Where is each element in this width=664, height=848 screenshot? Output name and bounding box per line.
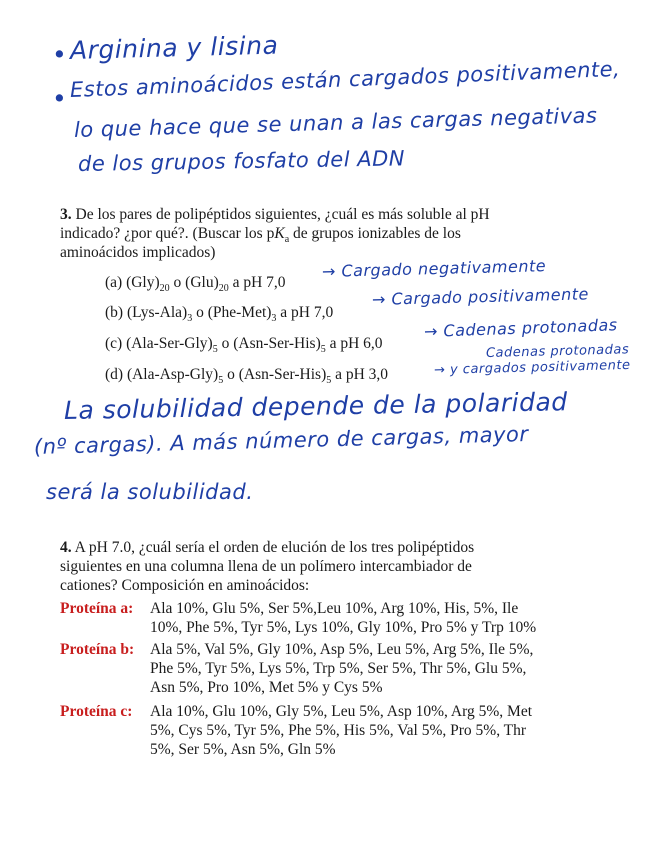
handwritten-answer-c: → Cadenas protonadas: [423, 315, 618, 341]
subscript: 5: [212, 344, 218, 356]
question-text: De los pares de polipéptidos siguientes, ¿cuál es más soluble al pH: [75, 206, 490, 223]
pair-item-a: [105, 273, 286, 295]
protein-c-label: Proteína c:: [60, 703, 133, 720]
protein-b-composition: Asn 5%, Pro 10%, Met 5% y Cys 5%: [150, 679, 383, 696]
subscript: 20: [159, 283, 170, 295]
protein-a-composition: Ala 10%, Glu 5%, Ser 5%,Leu 10%, Arg 10%, His, 5%, Ile: [150, 600, 519, 617]
protein-b-composition: Ala 5%, Val 5%, Gly 10%, Asp 5%, Leu 5%, Arg 5%, Ile 5%,: [150, 641, 534, 658]
protein-b-label: Proteína b:: [60, 641, 135, 658]
note-line: será la solubilidad.: [46, 480, 254, 504]
ph-value: a pH 7,0: [276, 304, 334, 321]
ph-value: a pH 3,0: [331, 366, 389, 383]
note-line: Arginina y lisina: [69, 30, 279, 65]
protein-c-composition: 5%, Cys 5%, Tyr 5%, Phe 5%, His 5%, Val 5%, Pro 5%, Thr: [150, 722, 527, 739]
peptide: (Gly): [126, 274, 160, 291]
handwritten-answer-d2: → y cargados positivamente: [433, 357, 631, 378]
peptide: o (Asn-Ser-His): [217, 335, 321, 352]
protein-c-composition: 5%, Ser 5%, Asn 5%, Gln 5%: [150, 741, 336, 758]
question-text: A pH 7.0, ¿cuál sería el orden de elución de los tres polipéptidos: [74, 539, 475, 556]
subscript: 5: [320, 344, 326, 356]
question-text: indicado? ¿por qué?. (Buscar los p: [60, 225, 275, 242]
note-line: (nº cargas). A más número de cargas, mayor: [33, 422, 529, 459]
peptide: (Ala-Ser-Gly): [126, 335, 213, 352]
peptide: o (Glu): [169, 274, 219, 291]
question-3-line: [60, 205, 490, 224]
handwritten-answer-a: → Cargado negativamente: [321, 256, 547, 281]
bullet-icon: •: [52, 40, 68, 69]
pk-symbol: K: [274, 225, 285, 242]
protein-a-label: Proteína a:: [60, 600, 134, 617]
pk-subscript: a: [284, 234, 290, 246]
note-line: Estos aminoácidos están cargados positivamente,: [69, 56, 621, 102]
question-4-line: [60, 538, 474, 557]
handwritten-answer-d1: Cadenas protonadas: [485, 342, 630, 361]
peptide: (Ala-Asp-Gly): [126, 366, 219, 383]
note-line: La solubilidad depende de la polaridad: [63, 387, 568, 425]
item-label: (a): [105, 274, 123, 291]
item-label: (d): [105, 366, 124, 383]
question-4-line: siguientes en una columna llena de un polímero intercambiador de: [60, 558, 472, 575]
question-4-line: cationes? Composición en aminoácidos:: [60, 577, 310, 594]
subscript: 3: [187, 313, 193, 325]
protein-b-composition: Phe 5%, Tyr 5%, Lys 5%, Trp 5%, Ser 5%, Thr 5%, Glu 5%,: [150, 660, 527, 677]
pair-item-c: [105, 334, 383, 356]
question-text: de grupos ionizables de los: [289, 225, 461, 242]
protein-c-composition: Ala 10%, Glu 10%, Gly 5%, Leu 5%, Asp 10%, Arg 5%, Met: [150, 703, 533, 720]
note-line: lo que hace que se unan a las cargas negativas: [73, 103, 598, 142]
peptide: o (Asn-Ser-His): [223, 366, 327, 383]
bullet-icon: •: [52, 84, 68, 113]
note-line: de los grupos fosfato del ADN: [77, 146, 406, 176]
peptide: (Lys-Ala): [126, 304, 188, 321]
question-number: 4.: [60, 539, 72, 556]
ph-value: a pH 7,0: [228, 274, 286, 291]
pair-item-d: [105, 365, 389, 387]
ph-value: a pH 6,0: [325, 335, 383, 352]
pair-item-b: [105, 303, 334, 325]
protein-a-composition: 10%, Phe 5%, Tyr 5%, Lys 10%, Gly 10%, Pro 5% y Trp 10%: [150, 619, 537, 636]
question-number: 3.: [60, 206, 72, 223]
subscript: 5: [326, 375, 332, 387]
item-label: (b): [105, 304, 124, 321]
handwritten-answer-b: → Cargado positivamente: [371, 284, 590, 309]
peptide: o (Phe-Met): [192, 304, 272, 321]
subscript: 3: [271, 313, 277, 325]
question-3-line: aminoácidos implicados): [60, 244, 216, 261]
question-3-line: [60, 224, 461, 246]
subscript: 5: [218, 375, 224, 387]
item-label: (c): [105, 335, 123, 352]
subscript: 20: [218, 283, 229, 295]
